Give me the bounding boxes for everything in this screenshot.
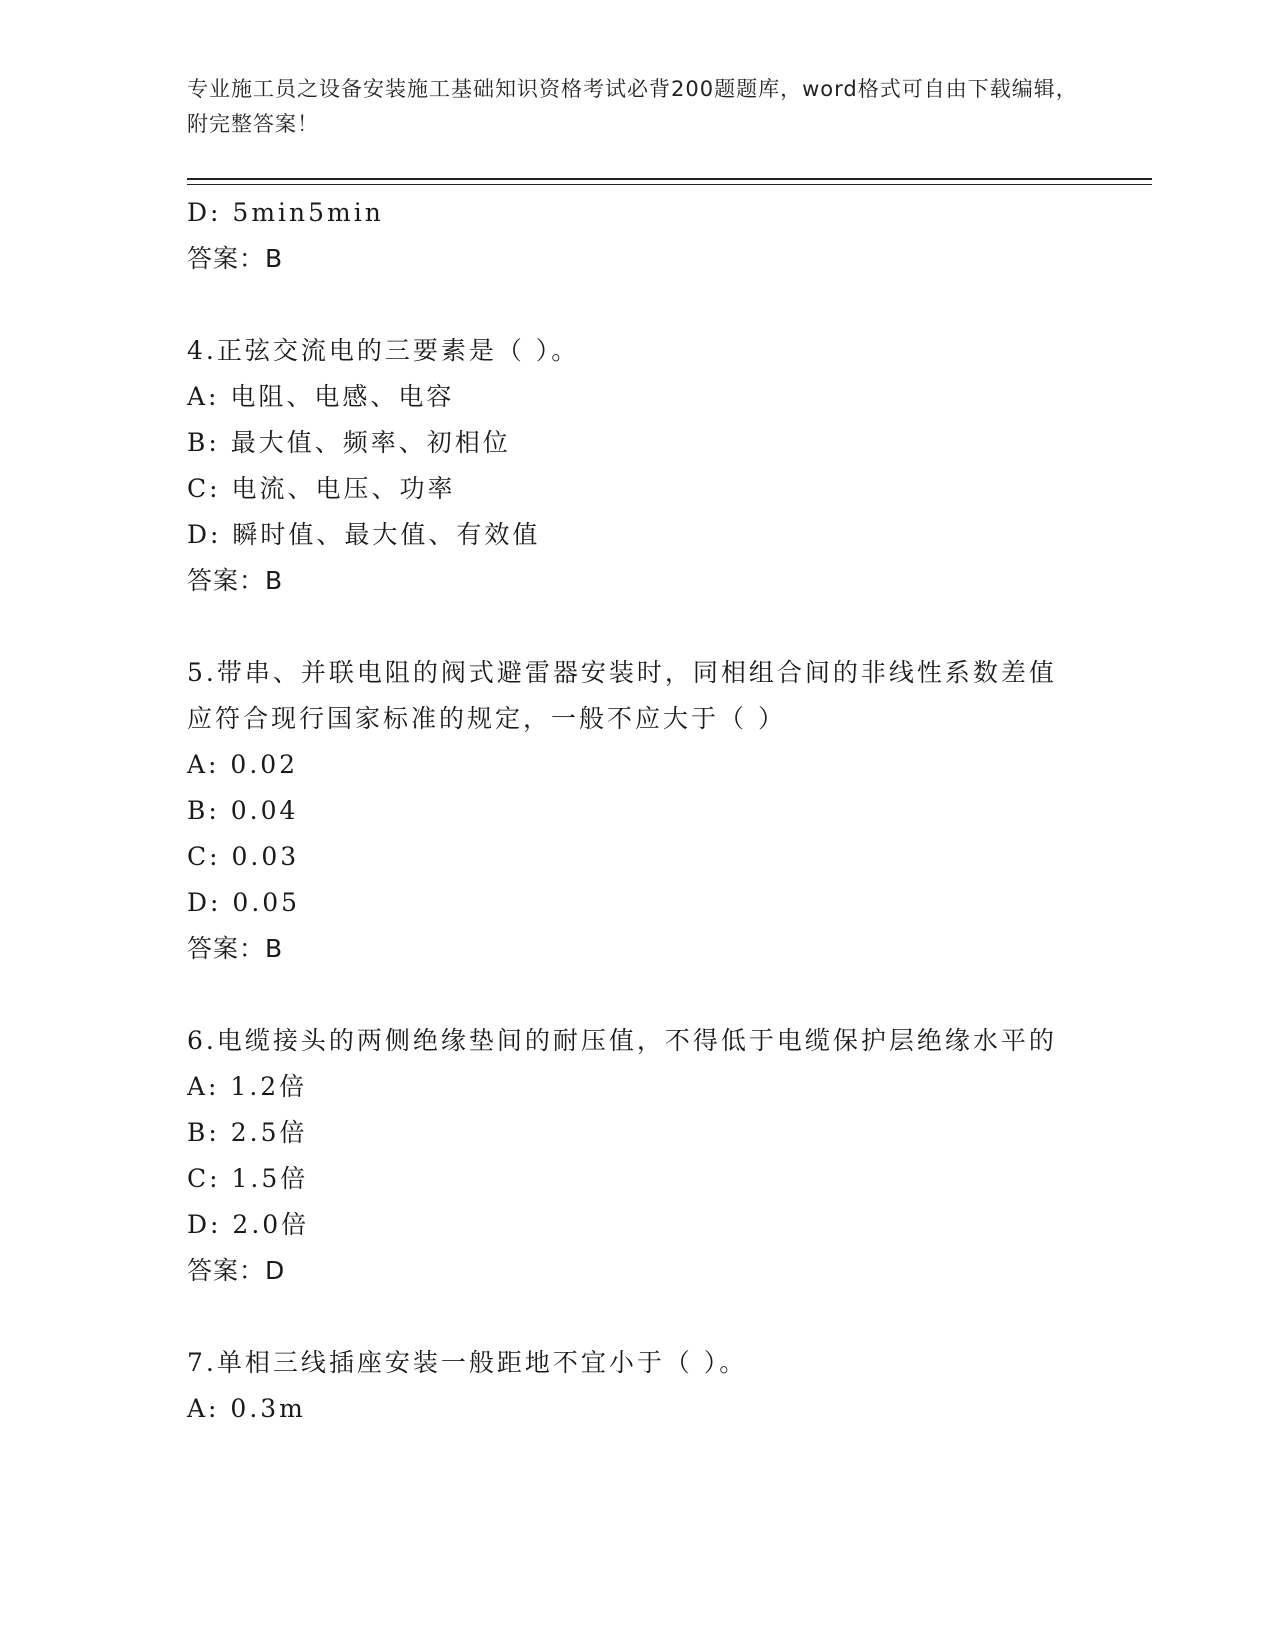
- question-4: [187, 328, 1067, 604]
- answer: 答案：D: [187, 1256, 286, 1285]
- header-divider-thin: [187, 184, 1152, 185]
- option-d: D: 瞬时值、最大值、有效值: [187, 520, 541, 549]
- document-header: 专业施工员之设备安装施工基础知识资格考试必背200题题库，word格式可自由下载编辑，附完整答案！: [187, 77, 1078, 136]
- option-a: A: 电阻、电感、电容: [187, 382, 455, 411]
- option-d: D: 5min5min: [187, 198, 384, 227]
- option-a: A: 0.02: [187, 750, 299, 779]
- question-5: [187, 650, 1067, 972]
- option-a: A: 0.3m: [187, 1394, 306, 1423]
- option-c: C: 电流、电压、功率: [187, 474, 456, 503]
- option-c: C: 0.03: [187, 842, 300, 871]
- answer: 答案：B: [187, 566, 284, 595]
- question-6: [187, 1018, 1067, 1294]
- question-stem: 4.正弦交流电的三要素是（ ）。: [187, 336, 580, 365]
- question-7: [187, 1340, 1067, 1432]
- header-divider-thick: [187, 178, 1152, 180]
- option-b: B: 2.5倍: [187, 1118, 308, 1147]
- question-stem: 5.带串、并联电阻的阀式避雷器安装时，同相组合间的非线性系数差值应符合现行国家标准的规定，一般不应大于（ ）: [187, 658, 1057, 733]
- question-stem: 6.电缆接头的两侧绝缘垫间的耐压值，不得低于电缆保护层绝缘水平的: [187, 1026, 1057, 1055]
- answer: 答案：B: [187, 244, 284, 273]
- answer: 答案：B: [187, 934, 284, 963]
- option-b: B: 0.04: [187, 796, 299, 825]
- question-list: [187, 190, 1067, 1432]
- option-d: D: 0.05: [187, 888, 301, 917]
- option-a: A: 1.2倍: [187, 1072, 308, 1101]
- question-stem: 7.单相三线插座安装一般距地不宜小于（ ）。: [187, 1348, 748, 1377]
- option-b: B: 最大值、频率、初相位: [187, 428, 511, 457]
- option-d: D: 2.0倍: [187, 1210, 310, 1239]
- option-c: C: 1.5倍: [187, 1164, 309, 1193]
